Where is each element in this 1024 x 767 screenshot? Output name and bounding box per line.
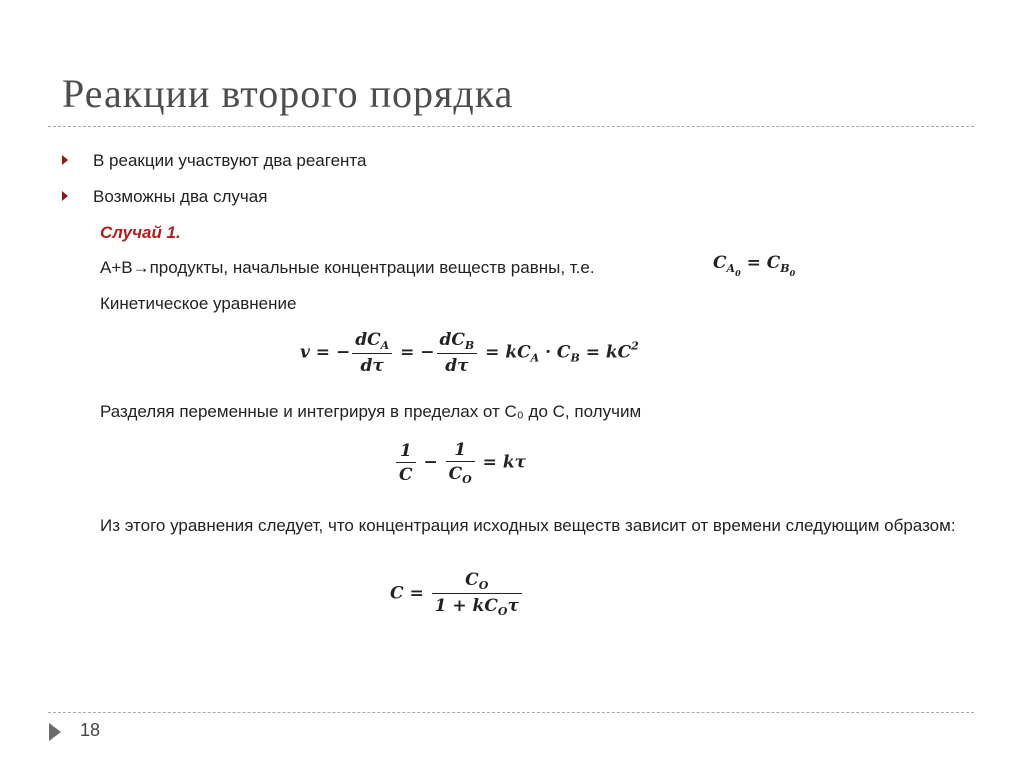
formula-solution: C = $\frac{C_O}{1 + kC_O\tau}$ [390,570,524,618]
triangle-right-icon [62,191,68,201]
triangle-right-icon [62,155,68,165]
reaction-line: А+В→продукты, начальные концентрации веществ равны, т.е. [100,258,595,277]
kinetic-line: Кинетическое уравнение [100,294,297,313]
formula-integrated: $\frac{1}{C}$ − $\frac{1}{C_O}$ = kτ [394,440,526,486]
page-number: 18 [80,720,101,740]
integrate-line: Разделяя переменные и интегрируя в пределах от C₀ до C, получим [100,402,642,421]
conclusion-text: Из этого уравнения следует, что концентрация исходных веществ зависит от времени следующим образом: [100,516,956,535]
formula-rate: v = − $\frac{dC_A}{d\tau}$ = − $\frac{dC_B}{d\tau}$ = $kC_A \cdot C_B = kC^2$ [300,330,639,376]
bullet-text: Возможны два случая [93,187,268,206]
triangle-right-icon [49,723,61,741]
title-divider [48,126,974,127]
case-label: Случай 1. [100,223,181,242]
footer-divider [48,712,974,713]
formula-inline: $C_{A_0} = C_{B_0}$ [713,253,796,278]
slide-title: Реакции второго порядка [62,71,514,116]
bullet-text: В реакции участвуют два реагента [93,151,367,170]
